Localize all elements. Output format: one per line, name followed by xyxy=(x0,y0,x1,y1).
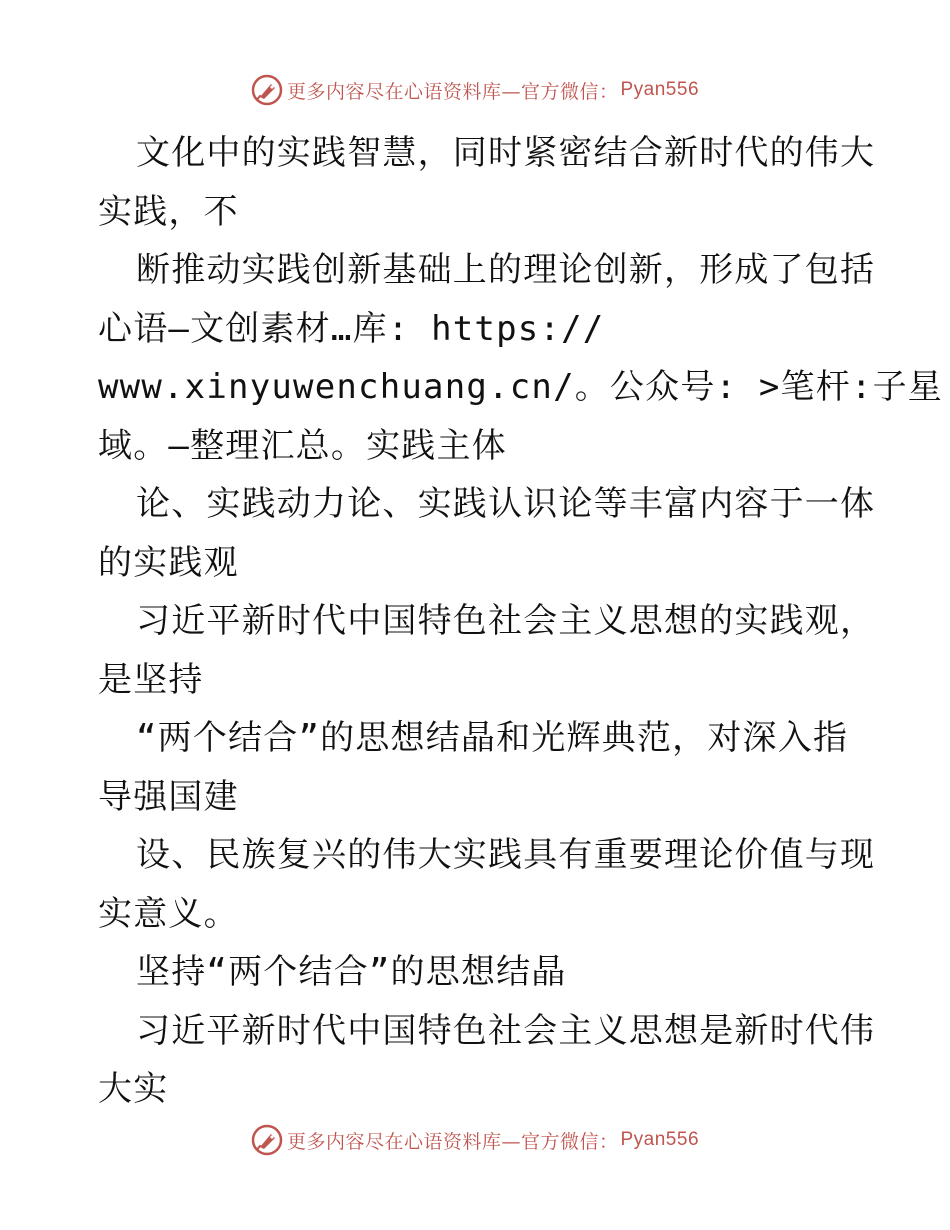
watermark-handle: Pyan556 xyxy=(620,1129,700,1150)
text-line: 习近平新时代中国特色社会主义思想的实践观， xyxy=(136,601,876,641)
text-line: 断推动实践创新基础上的理论创新，形成了包括 xyxy=(136,250,876,290)
text-line: 设、民族复兴的伟大实践具有重要理论价值与现 xyxy=(136,835,876,875)
text-line: 导强国建 xyxy=(98,776,239,817)
text-line: 习近平新时代中国特色社会主义思想是新时代伟 xyxy=(136,1010,876,1051)
pen-nib-logo-icon xyxy=(251,1124,283,1156)
text-line: 的实践观 xyxy=(98,542,239,583)
text-line: www.xinyuwenchuang.cn/。公众号: >笔杆:子星 xyxy=(98,367,944,407)
text-line: 心语—文创素材…库: https:// xyxy=(98,308,605,349)
text-line: 实践，不 xyxy=(98,191,239,232)
watermark-handle: Pyan556 xyxy=(620,79,700,100)
text-line: 坚持“两个结合”的思想结晶 xyxy=(136,952,567,992)
text-line: “两个结合”的思想结晶和光辉典范，对深入指 xyxy=(136,718,849,758)
watermark-text: 更多内容尽在心语资料库—官方微信： xyxy=(286,80,619,103)
text-line: 文化中的实践智慧，同时紧密结合新时代的伟大 xyxy=(136,133,876,173)
text-line: 是坚持 xyxy=(98,659,204,700)
text-line: 域。—整理汇总。实践主体 xyxy=(98,425,507,466)
document-body xyxy=(98,124,944,1119)
text-line: 大实 xyxy=(98,1069,169,1109)
text-line: 实意义。 xyxy=(98,893,239,934)
watermark-text: 更多内容尽在心语资料库—官方微信： xyxy=(286,1130,619,1153)
header-watermark xyxy=(0,70,950,110)
footer-watermark xyxy=(0,1120,950,1160)
pen-nib-logo-icon xyxy=(251,74,283,106)
text-line: 论、实践动力论、实践认识论等丰富内容于一体 xyxy=(136,484,876,524)
